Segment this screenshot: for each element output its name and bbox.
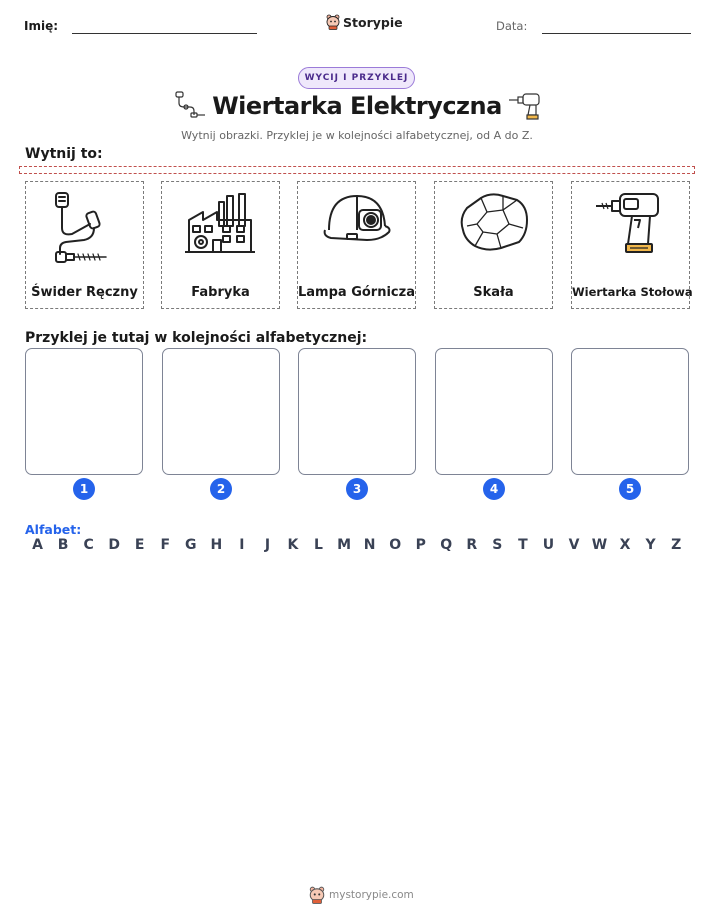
alphabet-letter: M — [337, 537, 352, 553]
cut-line — [19, 166, 695, 174]
storypie-mascot-icon — [309, 886, 325, 904]
alphabet-letter: Q — [440, 537, 453, 553]
alphabet-letter: R — [466, 537, 478, 553]
paste-slot-3[interactable] — [298, 348, 416, 475]
storypie-mascot-icon — [326, 14, 340, 30]
slot-number: 1 — [73, 478, 95, 500]
alphabet-letter: O — [389, 537, 402, 553]
card-label: Fabryka — [191, 285, 250, 300]
slot-number: 3 — [346, 478, 368, 500]
alphabet-letter: V — [568, 537, 580, 553]
alphabet-letter: W — [591, 537, 608, 553]
card-label: Wiertarka Stołowa — [572, 285, 693, 299]
paste-slot-4[interactable] — [435, 348, 553, 475]
paste-heading: Przyklej je tutaj w kolejności alfabetycznej: — [25, 330, 368, 346]
factory-icon — [185, 190, 257, 260]
alphabet-letter: Z — [671, 537, 682, 553]
instructions: Wytnij obrazki. Przyklej je w kolejności alfabetycznej, od A do Z. — [181, 129, 533, 142]
alphabet-row — [25, 537, 689, 553]
cut-card-5[interactable] — [571, 181, 693, 309]
alphabet-letter: L — [314, 537, 323, 553]
paste-slot-5[interactable] — [571, 348, 689, 475]
alphabet-letter: X — [619, 537, 631, 553]
alphabet-letter: Y — [645, 537, 656, 553]
hand-drill-icon — [50, 190, 120, 268]
paste-slot-2[interactable] — [162, 348, 280, 475]
cut-card-1[interactable] — [25, 181, 144, 309]
date-line[interactable] — [542, 33, 691, 34]
footer-url[interactable]: mystorypie.com — [329, 889, 414, 901]
cut-card-4[interactable] — [434, 181, 553, 309]
alphabet-letter: P — [415, 537, 426, 553]
alphabet-letter: U — [542, 537, 555, 553]
alphabet-letter: I — [239, 537, 245, 553]
name-line[interactable] — [72, 33, 257, 34]
card-label: Skała — [473, 285, 514, 300]
alphabet-letter: C — [83, 537, 94, 553]
alphabet-letter: G — [185, 537, 197, 553]
alphabet-letter: E — [134, 537, 145, 553]
miner-helmet-icon — [321, 190, 393, 250]
name-label: Imię: — [24, 19, 59, 33]
slot-number: 4 — [483, 478, 505, 500]
activity-badge: WYCIJ I PRZYKLEJ — [298, 67, 415, 89]
alphabet-letter: F — [160, 537, 171, 553]
slot-number: 5 — [619, 478, 641, 500]
slot-number: 2 — [210, 478, 232, 500]
rock-icon — [457, 190, 531, 254]
date-label: Data: — [496, 19, 528, 33]
card-label: Lampa Górnicza — [298, 285, 415, 300]
alphabet-letter: D — [108, 537, 120, 553]
brand-name: Storypie — [343, 14, 403, 30]
cut-card-3[interactable] — [297, 181, 416, 309]
brand-logo — [326, 14, 403, 30]
alphabet-letter: N — [363, 537, 376, 553]
alphabet-letter: T — [518, 537, 528, 553]
power-drill-icon — [594, 190, 668, 256]
alphabet-letter: S — [492, 537, 503, 553]
paste-slot-1[interactable] — [25, 348, 143, 475]
alphabet-letter: A — [32, 537, 43, 553]
alphabet-letter: K — [287, 537, 299, 553]
cut-heading: Wytnij to: — [25, 146, 103, 162]
card-label: Świder Ręczny — [31, 285, 138, 300]
alphabet-letter: H — [210, 537, 223, 553]
alphabet-letter: J — [264, 537, 271, 553]
power-drill-icon — [508, 91, 542, 121]
alphabet-letter: B — [57, 537, 69, 553]
alphabet-heading: Alfabet: — [25, 522, 82, 537]
footer — [309, 886, 414, 904]
cut-card-2[interactable] — [161, 181, 280, 309]
page-title: Wiertarka Elektryczna — [212, 92, 502, 120]
